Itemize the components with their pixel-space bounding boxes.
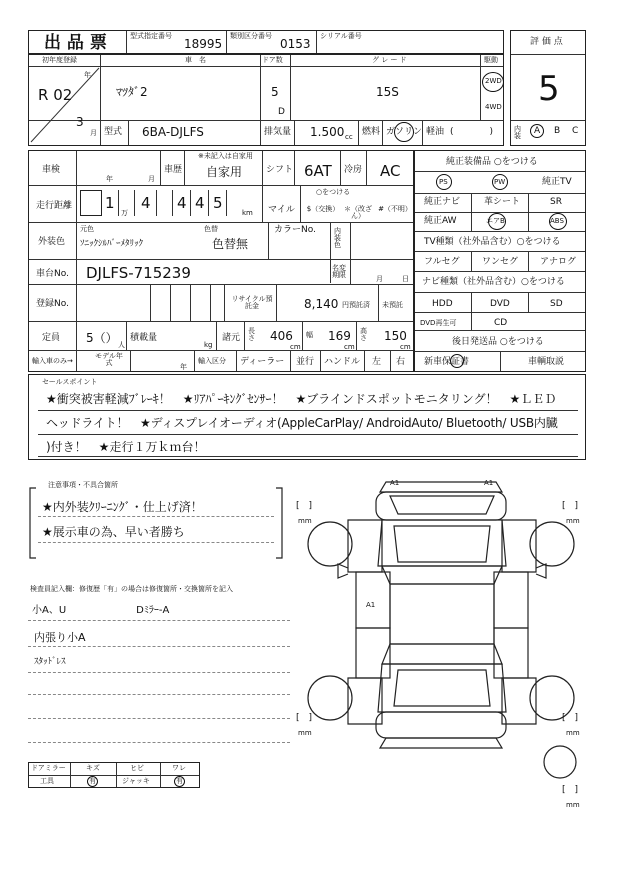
inspection-label: 車検: [42, 165, 61, 175]
tools-h-crack: ヒビ: [130, 764, 144, 772]
name-change-label: 名変期限: [332, 264, 346, 279]
color-no-label: カラーNo.: [274, 225, 316, 235]
tv-oneseg: ワンセグ: [482, 257, 519, 267]
height-unit: cm: [400, 343, 411, 351]
class-no-value: 0153: [280, 37, 311, 51]
manual-label: 車輌取説: [528, 357, 565, 367]
navi-hdd: HDD: [432, 299, 453, 309]
notes-line-2: ★展示車の為、早い者勝ち: [42, 525, 185, 539]
tools-h-mirror: ドアミラー: [31, 764, 66, 772]
drive-label: 駆動: [484, 56, 498, 64]
navi-sd: SD: [550, 299, 563, 309]
ac-label: 冷房: [344, 165, 363, 175]
spare-tire: [540, 742, 580, 782]
width-value: 169: [328, 329, 351, 343]
interior-c: C: [572, 126, 579, 136]
nc-month: 月: [376, 275, 383, 283]
shift-label: シフト: [266, 165, 294, 175]
car-name: ﾏﾂﾀﾞ2: [116, 85, 148, 99]
width-unit: cm: [344, 343, 355, 351]
interior-b: B: [554, 126, 561, 136]
km-unit: km: [242, 209, 253, 217]
fuel-diesel: 軽油: [426, 127, 445, 137]
sales-label: セールスポイント: [42, 378, 98, 386]
fuel-paren: ( ): [450, 127, 494, 137]
orig-color: ｿﾆｯｸｼﾙﾊﾞｰﾒﾀﾘｯｸ: [80, 239, 144, 249]
tread-mm-spare: mm: [566, 801, 580, 809]
fuel-label: 燃料: [362, 127, 381, 137]
notes-bracket: [28, 486, 284, 560]
color-change: 色替無: [212, 237, 249, 251]
tread-bracket-rr: [ ]: [562, 713, 579, 723]
sales-line-1: ★衝突被害軽減ﾌﾞﾚｰｷ！ ★ﾘｱﾊﾟｰｷﾝｸﾞｾﾝｻｰ！ ★ブラインドスポットモニタリング！ ★ＬＥＤ: [46, 392, 557, 406]
door-count: 5: [271, 85, 279, 99]
import-type-label: 輸入区分: [198, 357, 226, 365]
equip-abs: ABS: [550, 217, 564, 225]
mileage-label: 走行距離: [36, 201, 73, 211]
car-name-label: 車 名: [185, 56, 206, 64]
equip-pw: PW: [494, 178, 506, 186]
class-label: 類別区分番号: [230, 32, 272, 40]
load-unit: kg: [204, 341, 213, 349]
tamper-label: ＊（改ざん）: [344, 205, 372, 220]
height-value: 150: [384, 329, 407, 343]
damage-a1-front-left: A1: [390, 479, 400, 487]
mileage-digit-box-0: [80, 190, 102, 216]
handle-label: ハンドル: [324, 357, 361, 367]
tools-tool-yes: 有: [89, 777, 96, 785]
tv-fullseg: フルセグ: [424, 257, 460, 267]
displacement-label: 排気量: [264, 127, 292, 137]
model-year-label: モデル年式: [95, 352, 123, 367]
tv-title: TV種類（社外品含む）○をつける: [424, 237, 561, 247]
displacement: 1.500: [310, 125, 345, 139]
tread-mm-fl: mm: [298, 517, 312, 525]
inspector-line-3: ｽﾀｯﾄﾞﾚｽ: [34, 657, 66, 667]
year-mark: 年: [84, 71, 91, 79]
dim-label: 諸元: [222, 333, 241, 343]
drive-4wd: 4WD: [485, 103, 502, 111]
equip-sr: SR: [550, 197, 562, 207]
model-label: 型式: [104, 127, 123, 137]
interior-color-label: 内装色: [334, 227, 341, 249]
tools-h-scratch: キズ: [86, 764, 100, 772]
recycle-suffix: 円預託済: [342, 301, 370, 309]
sales-line-3: )付き！ ★走行１万ｋｍ台！: [46, 440, 206, 454]
grade-label: グ レ ー ド: [372, 56, 407, 64]
inspector-line-1: 小A、U Dﾐﾗｰ-A: [32, 605, 170, 616]
tread-bracket-fl: [ ]: [296, 501, 313, 511]
capacity-value: 5（）: [86, 331, 118, 345]
damage-a1-roof: A1: [366, 601, 376, 609]
tread-bracket-rl: [ ]: [296, 713, 313, 723]
cd-label: CD: [494, 318, 508, 328]
color-label: 外装色: [38, 237, 66, 247]
history-label: 車歴: [164, 165, 183, 175]
notes-line-1: ★内外装ｸﾘｰﾆﾝｸﾞ・仕上げ済！: [42, 500, 203, 514]
load-label: 積載量: [130, 333, 158, 343]
circle-hint: ○をつける: [316, 188, 351, 196]
inspection-month: 月: [148, 175, 155, 183]
equip-tv: 純正TV: [542, 177, 572, 187]
tread-mm-rr: mm: [566, 729, 580, 737]
tv-analog: アナログ: [540, 257, 577, 267]
mileage-digit: 4: [141, 194, 151, 212]
door-label: ドア数: [262, 56, 283, 64]
import-parallel: 並行: [296, 357, 315, 367]
equip-airbag: エアB: [486, 217, 505, 225]
tools-jack: ジャッキ: [122, 777, 150, 785]
score-label: 評 価 点: [530, 37, 563, 47]
navi-dvd: DVD: [490, 299, 510, 309]
first-reg-label: 初年度登録: [42, 56, 77, 64]
shift-value: 6AT: [304, 162, 332, 180]
tread-bracket-fr: [ ]: [562, 501, 579, 511]
equip-navi: 純正ナビ: [424, 197, 461, 207]
unpaid-label: 未預託: [382, 301, 403, 309]
model-year-unit: 年: [180, 363, 187, 371]
unknown-label: #（不明）: [378, 205, 412, 213]
sales-line-2: ヘッドライト！ ★ディスプレイオーディオ(AppleCarPlay/ AndroidAuto/ Bluetooth/ USB内臓: [46, 416, 558, 430]
door-type: D: [278, 107, 285, 117]
dvd-playback-label: DVD再生可: [420, 319, 457, 327]
cc-unit: cc: [345, 133, 353, 141]
type-no-label: 型式指定番号: [130, 32, 172, 40]
chassis-number: DJLFS-715239: [86, 264, 191, 282]
mileage-digit: 4: [177, 194, 187, 212]
recycle-label: リサイクル預託金: [231, 295, 273, 310]
equipment-title: 純正装備品 ○をつける: [446, 157, 538, 167]
mile-label: マイル: [268, 205, 295, 215]
capacity-label: 定員: [42, 333, 61, 343]
recycle-amount: 8,140: [304, 297, 339, 311]
tread-mm-rl: mm: [298, 729, 312, 737]
length-label: 長さ: [248, 327, 255, 342]
score-value: 5: [538, 69, 560, 109]
length-unit: cm: [290, 343, 301, 351]
first-reg-era: R 02: [38, 86, 73, 104]
man-unit: 万: [121, 209, 128, 217]
first-reg-month: 3: [76, 115, 84, 129]
navi-title: ナビ種類（社外品含む）○をつける: [422, 277, 565, 287]
inspector-label: 検査員記入欄：修復歴「有」の場合は修復箇所・交換箇所を記入: [30, 585, 233, 593]
chassis-label: 車台No.: [36, 269, 69, 279]
equip-aw: 純正AW: [424, 216, 457, 226]
capacity-unit: 人: [118, 341, 125, 349]
history-value: 自家用: [206, 165, 243, 179]
mileage-digit: 5: [213, 194, 223, 212]
width-label: 幅: [306, 331, 313, 339]
tools-tool: 工具: [40, 777, 54, 785]
import-dealer: ディーラー: [240, 357, 285, 367]
grade: 15S: [376, 85, 399, 99]
inspection-year: 年: [106, 175, 113, 183]
nc-day: 日: [402, 275, 409, 283]
ac-value: AC: [380, 162, 401, 180]
drive-2wd: 2WD: [485, 77, 502, 85]
damage-a1-front-right: A1: [484, 479, 494, 487]
interior-grade-label: 内装: [514, 125, 521, 140]
notes-label: 注意事項・不具合箇所: [48, 481, 118, 489]
import-label: 輸入車のみ→: [32, 357, 73, 365]
month-mark: 月: [90, 129, 97, 137]
fuel-gas: ガソリン: [386, 127, 423, 137]
swap-label: $（交換）: [306, 205, 340, 213]
inspector-line-2: 内張り小A: [34, 631, 86, 644]
tread-bracket-spare: [ ]: [562, 785, 579, 795]
reg-no-label: 登録No.: [36, 299, 69, 309]
current-color-label: 色替: [204, 225, 218, 233]
equip-ps: PS: [439, 178, 448, 186]
serial-label: シリアル番号: [320, 32, 362, 40]
new-car-warranty: 新車保証書: [424, 357, 470, 367]
tools-jack-yes: 有: [176, 777, 183, 785]
car-diagram: [290, 476, 590, 776]
mileage-digit: 1: [105, 194, 115, 212]
length-value: 406: [270, 329, 293, 343]
height-label: 高さ: [360, 327, 367, 342]
handle-right: 右: [396, 357, 406, 367]
tread-mm-fr: mm: [566, 517, 580, 525]
interior-a: A: [534, 126, 541, 136]
type-no-value: 18995: [184, 37, 223, 51]
equip-leather: 革シート: [484, 197, 521, 207]
mileage-digit: 4: [195, 194, 205, 212]
model-code: 6BA-DJLFS: [142, 125, 204, 139]
tools-h-break: ワレ: [172, 764, 186, 772]
handle-left: 左: [372, 357, 382, 367]
warranty-circle: [450, 354, 464, 368]
form-title: 出 品 票: [44, 33, 107, 53]
orig-color-label: 元色: [80, 225, 94, 233]
history-note: ※未記入は自家用: [198, 152, 253, 160]
later-title: 後日発送品 ○をつける: [452, 337, 544, 347]
